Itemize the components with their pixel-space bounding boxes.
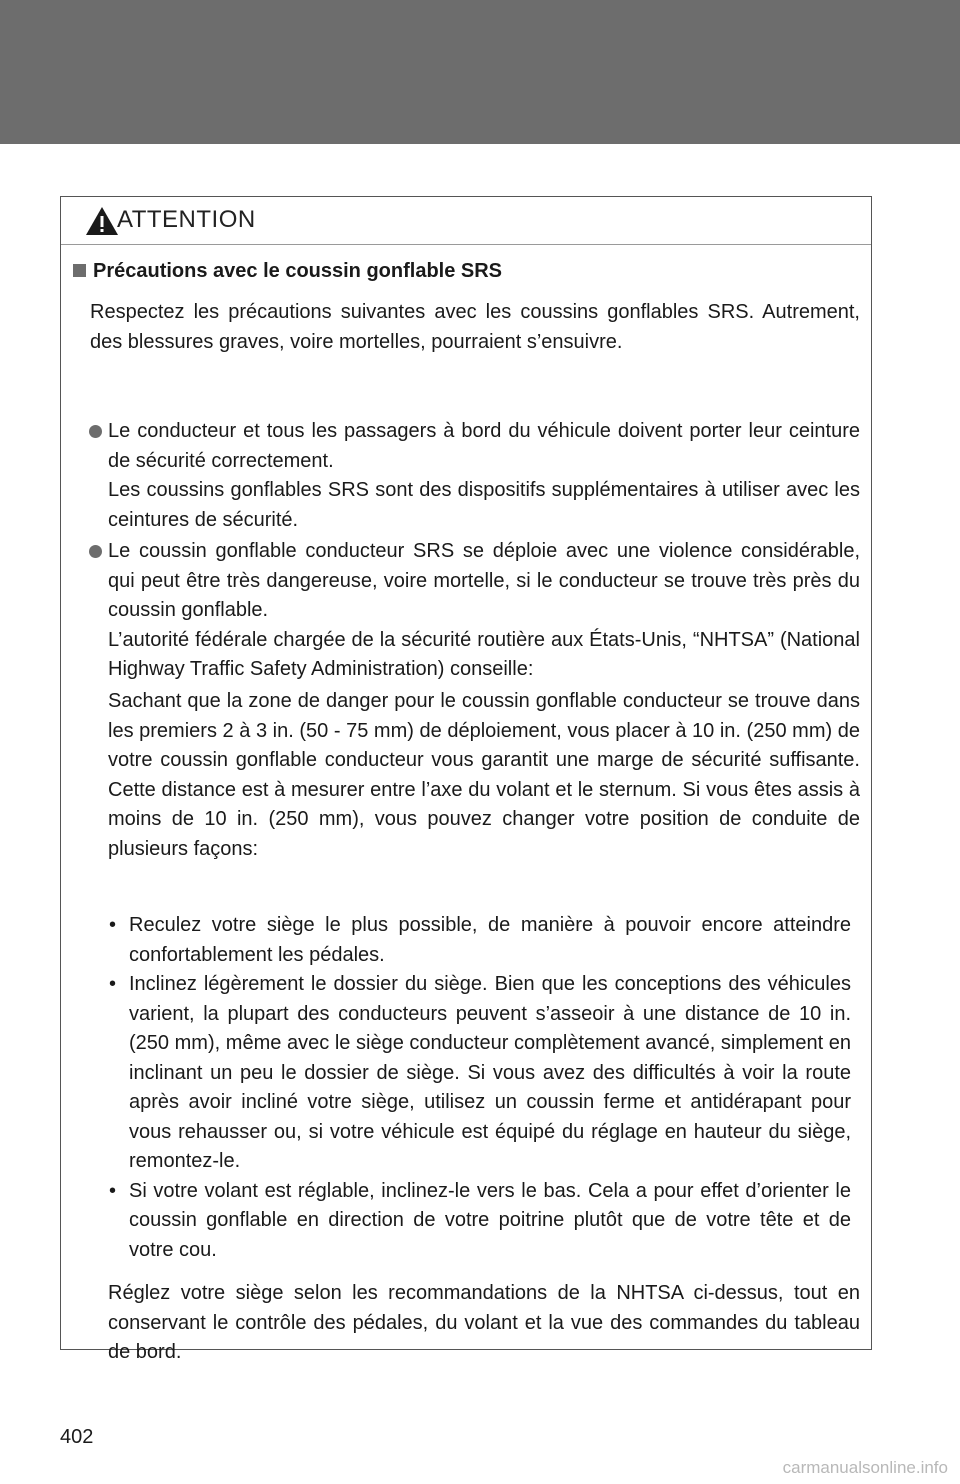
bullet-text: L’autorité fédérale chargée de la sécurité routière aux États-Unis, “NHTSA” (National Highway Traffic Safety Administration) conseille: (108, 628, 860, 680)
list-item (108, 537, 860, 685)
section-title: Précautions avec le coussin gonflable SRS (93, 260, 503, 282)
bullet-text: Le conducteur et tous les passagers à bord du véhicule doivent porter leur ceinture de sécurité correctement. (108, 420, 860, 472)
bullet-text: Les coussins gonflables SRS sont des dispositifs supplémentaires à utiliser avec les ceintures de sécurité. (108, 479, 860, 531)
bullet-text: Le coussin gonflable conducteur SRS se déploie avec une violence considérable, qui peut être très dangereuse, voire mortelle, si le conducteur se trouve très près du coussin gonflable. (108, 540, 860, 621)
list-item (108, 1177, 851, 1266)
caution-header (61, 197, 871, 245)
step-text: Si votre volant est réglable, inclinez-le vers le bas. Cela a pour effet d’orienter le coussin gonflable en direction de votre poitrine plutôt que de votre tête et de votre cou. (129, 1179, 851, 1261)
list-item (108, 911, 851, 970)
caution-title: ATTENTION (117, 206, 256, 233)
list-item (108, 970, 851, 1177)
caution-box (60, 196, 872, 1363)
step-bullet: • (109, 973, 117, 995)
section-heading (73, 260, 502, 283)
intro-paragraph: Respectez les précautions suivantes avec les coussins gonflables SRS. Autrement, des blessures graves, voire mortelles, pourraient s’ensuivre. (90, 301, 860, 353)
header-band (0, 0, 960, 144)
square-bullet-icon (73, 264, 86, 277)
warning-triangle-icon (85, 206, 119, 236)
step-text: Inclinez légèrement le dossier du siège. Bien que les conceptions des véhicules varient, la plupart des conducteurs peuvent s’asseoir à une distance de 10 in. (250 mm), même avec le siège conducteur complètement avancé, simplement en inclinant un peu le dossier de siège. Si vous avez des difficultés à voir la route après avoir incliné votre siège, utilisez un coussin ferme et antidérapant pour vous rehausser ou, si votre véhicule est équipé du réglage en hauteur du siège, remontez-le. (129, 973, 851, 1172)
circle-bullet-icon (89, 545, 102, 558)
watermark: carmanualsonline.info (782, 1458, 948, 1477)
step-bullet: • (109, 1179, 117, 1202)
advice-paragraph: Sachant que la zone de danger pour le coussin gonflable conducteur se trouve dans les premiers 2 à 3 in. (50 - 75 mm) de déploiement, vous placer à 10 in. (250 mm) de votre coussin gonflable conducteur vous garantit une marge de sécurité suffisante. Cette distance est à mesurer entre l’axe du volant et le sternum. Si vous êtes assis à moins de 10 in. (250 mm), vous pouvez changer votre position de conduite de plusieurs façons: (108, 690, 860, 860)
step-text: Reculez votre siège le plus possible, de manière à pouvoir encore atteindre confortablement les pédales. (129, 914, 851, 966)
list-item (108, 417, 860, 535)
circle-bullet-icon (89, 425, 102, 438)
page-number: 402 (60, 1426, 94, 1448)
steps-list (108, 911, 851, 1265)
step-bullet: • (109, 914, 117, 936)
closing-paragraph: Réglez votre siège selon les recommandations de la NHTSA ci-dessus, tout en conservant le contrôle des pédales, du volant et la vue des commandes du tableau de bord. (108, 1282, 860, 1363)
